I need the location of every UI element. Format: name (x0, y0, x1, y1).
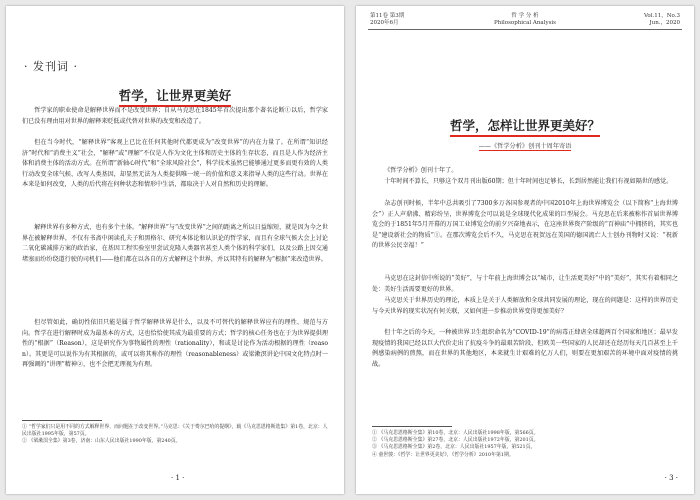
left-page (6, 6, 344, 494)
left-body (22, 106, 328, 393)
footnote: ① 《马克思恩格斯全集》第10卷，北京：人民出版社1998年版，第566页。 (372, 430, 539, 436)
right-subtitle: ——《哲学分析》创刊十周年寄语 (478, 143, 572, 150)
right-title-text: 哲学，怎样让世界更美好？ (450, 116, 600, 137)
footnote: ① “哲学家们只是用不同的方式解释世界，而问题在于改变世界。”马克思：《关于费尔巴哈的提纲》，载《马克思恩格斯选集》第1卷，北京：人民出版社1995年版，第57页。 (22, 424, 328, 438)
header-rule (368, 29, 682, 30)
left-paragraph: 解释世界有多种方式，也有多个主体。“解释世界”与“改变世界”之间的距离之所以日益缩短，就是因为今之世界在被解释世界，不仅有书斋中闲读孔夫子和黑格尔、研究本体论和认识论的哲学家，而且有全球气候大会上讨论二氧化碳减排方案的政治家，在基因工程实验室里尝试克隆人类器官甚至人类个体的科学家们，以及公路上因交通堵塞而纷纷绕道行驶的司机们——他们都在以各自的方式解释这个世界，并以其特有的解释为“根据”来改造世界。 (22, 224, 328, 263)
footnote-rule (372, 426, 452, 427)
right-paragraph: 十年时间不算长，只够这个双月刊出版60期；但十年时间也足够长，长到居然能让我们有视如隔世的感觉。 (384, 178, 673, 185)
right-paragraph: 但十年之后的今天，一种被世界卫生组织命名为“COVID-19”的病毒正肆虐全球超两百个国家和地区；最早发现疫情的我国已经以巨大代价走出了抗疫斗争的最艰苦阶段，但欧美一些国家的人民却还在经历每天几百甚至上千例感染病例的煎熬，而在世界的其他地区，本来就生计艰难的亿万人们，则要在更加艰苦的环境中面对疫情的挑战。 (372, 329, 678, 368)
journal-issue-text: Vol.11，No.3 Jun.，2020 (643, 13, 680, 26)
right-page-title-block (372, 116, 678, 151)
footnote: ② 《梁漱溟全集》第3卷，济南：山东人民出版社1990年版，第240页。 (22, 438, 181, 445)
journal-issue (644, 13, 680, 27)
left-paragraph: 但在当今时代，“解释世界”客观上已比在任何其他时代都更成为“改变世界”的内在力量了。在所谓“知识经济”时代和“消费主义”社会，“解释”或“理解”不仅是人作为文化主体和历史主体的生存状态，而且是人作为经济主体和消费主体的活动方式。在所谓“新轴心时代”和“全球风险社会”，科学技术虽然已能够通过更多而更有效的人类行动改变全球气候、改写人类基因，却显然无法为人类提供唯一统一的价值和意义来指导人类的这些行动。世界在本来是如何改变，人类的后代将在何种状态和情形中生活，都取决于人对自然和历史的理解。 (22, 139, 328, 189)
left-title-text: 哲学，让世界更美好 (119, 86, 232, 107)
footnote-rule (22, 420, 102, 421)
right-body (372, 166, 678, 382)
right-page (356, 6, 694, 494)
left-page-number: · 1 · (171, 474, 185, 482)
right-paragraph: 马克思关于世界历史的理论，本质上是关于人类解放和全球共同发展的理论，现在的问题是：这样的世界历史与今天世界的现实状况有何关联，又如何进一步推动世界变得更加美好？ (372, 297, 678, 315)
right-footnotes (372, 430, 678, 459)
journal-name-text: 哲 学 分 析 Philosophical Analysis (494, 13, 556, 26)
right-page-number: · 3 · (664, 474, 678, 482)
left-footnotes (22, 424, 328, 446)
column-label: · 发刊词 · (24, 60, 78, 73)
footnote: ② 《马克思恩格斯全集》第27卷，北京：人民出版社1972年版，第201页。 (372, 437, 539, 444)
footnote: ③ 《马克思恩格斯全集》第2卷，北京：人民出版社1957年版，第521页。 (372, 444, 536, 451)
right-paragraph: 杂志创刊时候，半年中总共吸引了7300多万各国参观者的中国2010年上海世界博览会（以下简称“上海世博会”）正人声鼎沸、精彩纷呈，世界博览会可以说是全球现代化成果的巨型展会。马克思在后来被称作首届世界博览会的于1851年5月开幕的万国工业博览会的前夕兴奋地表示，在这座世界资产阶级的“百神庙”中拥挤的，其实也是“建设新社会的物质”①。在那次博览会后不久，马克思在祝贺远在美国的德国流亡人士创办刊物时又说：“祝新的世界公民幸福！” (372, 200, 678, 250)
right-paragraph: 《哲学分析》创刊十年了。 (384, 167, 458, 174)
left-paragraph: 哲学家的职业使命是解释世界而不是改变世界；自从马克思在1845年首次提出那个著名论断①以后，哲学家们已没有理由用对世界的解释来贬低或代替对世界的改变和改造了。 (22, 107, 328, 125)
left-page-title (22, 86, 328, 107)
journal-volume-text: 第11卷 第3期 2020年6月 (370, 13, 405, 26)
footnote: ④ 童世骏：《哲学：让世界更美好》，《哲学分析》2010年第1期。 (372, 451, 514, 458)
right-paragraph: 马克思在这封信中所说的“美好”，与十年前上海世博会以“城市，让生活更美好”中的“美好”，其实有着相同之处：美好生活需要更好的世界。 (372, 275, 678, 293)
left-paragraph: 但尽管如此，确切性依旧只能是属于哲学解释世界是什么，以及不可替代的解释世界应有的理性、规范与方向。哲学在进行解释时成为最基本的方式，这也恰恰使其成为最重要的方式；哲学的核心任务也在于为世界提供理性的“根据”（Reason），这是研究作为事物属性的理性（rationality），和或是讨论作为活动根据的理性（reason）。其更是可以说作为有其根据的，或可以将其称作的理性（reasonableness）或梁漱溟讲论中国文化特点时一再强调的“讲理”精神②，也不会把无理视为有理。 (22, 319, 328, 369)
